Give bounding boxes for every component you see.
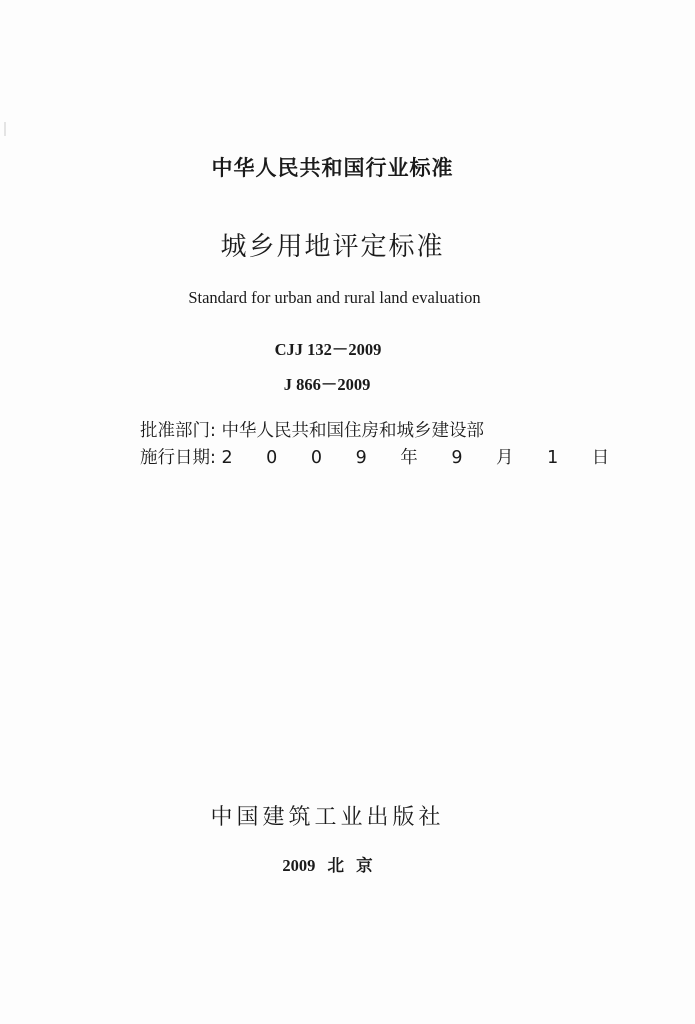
- publisher-name: 中国建筑工业出版社: [210, 805, 445, 830]
- standard-code-primary: CJJ 132－2009: [274, 340, 382, 359]
- approval-department-row: [140, 417, 484, 442]
- standard-code-secondary: J 866－2009: [283, 375, 371, 394]
- standard-category: 中华人民共和国行业标准: [211, 156, 454, 180]
- publication-place-date: 2009 北 京: [282, 856, 373, 875]
- effective-label: 施行日期:: [140, 448, 216, 468]
- approval-value: 中华人民共和国住房和城乡建设部: [221, 421, 484, 441]
- approval-label: 批准部门:: [140, 421, 216, 441]
- effective-date-value: 2 0 0 9 年 9 月 1 日: [221, 448, 624, 468]
- effective-date-row: [140, 444, 623, 469]
- document-title-english: Standard for urban and rural land evaluation: [188, 288, 481, 307]
- scan-edge-mark: [4, 122, 6, 136]
- document-title-chinese: 城乡用地评定标准: [220, 232, 445, 262]
